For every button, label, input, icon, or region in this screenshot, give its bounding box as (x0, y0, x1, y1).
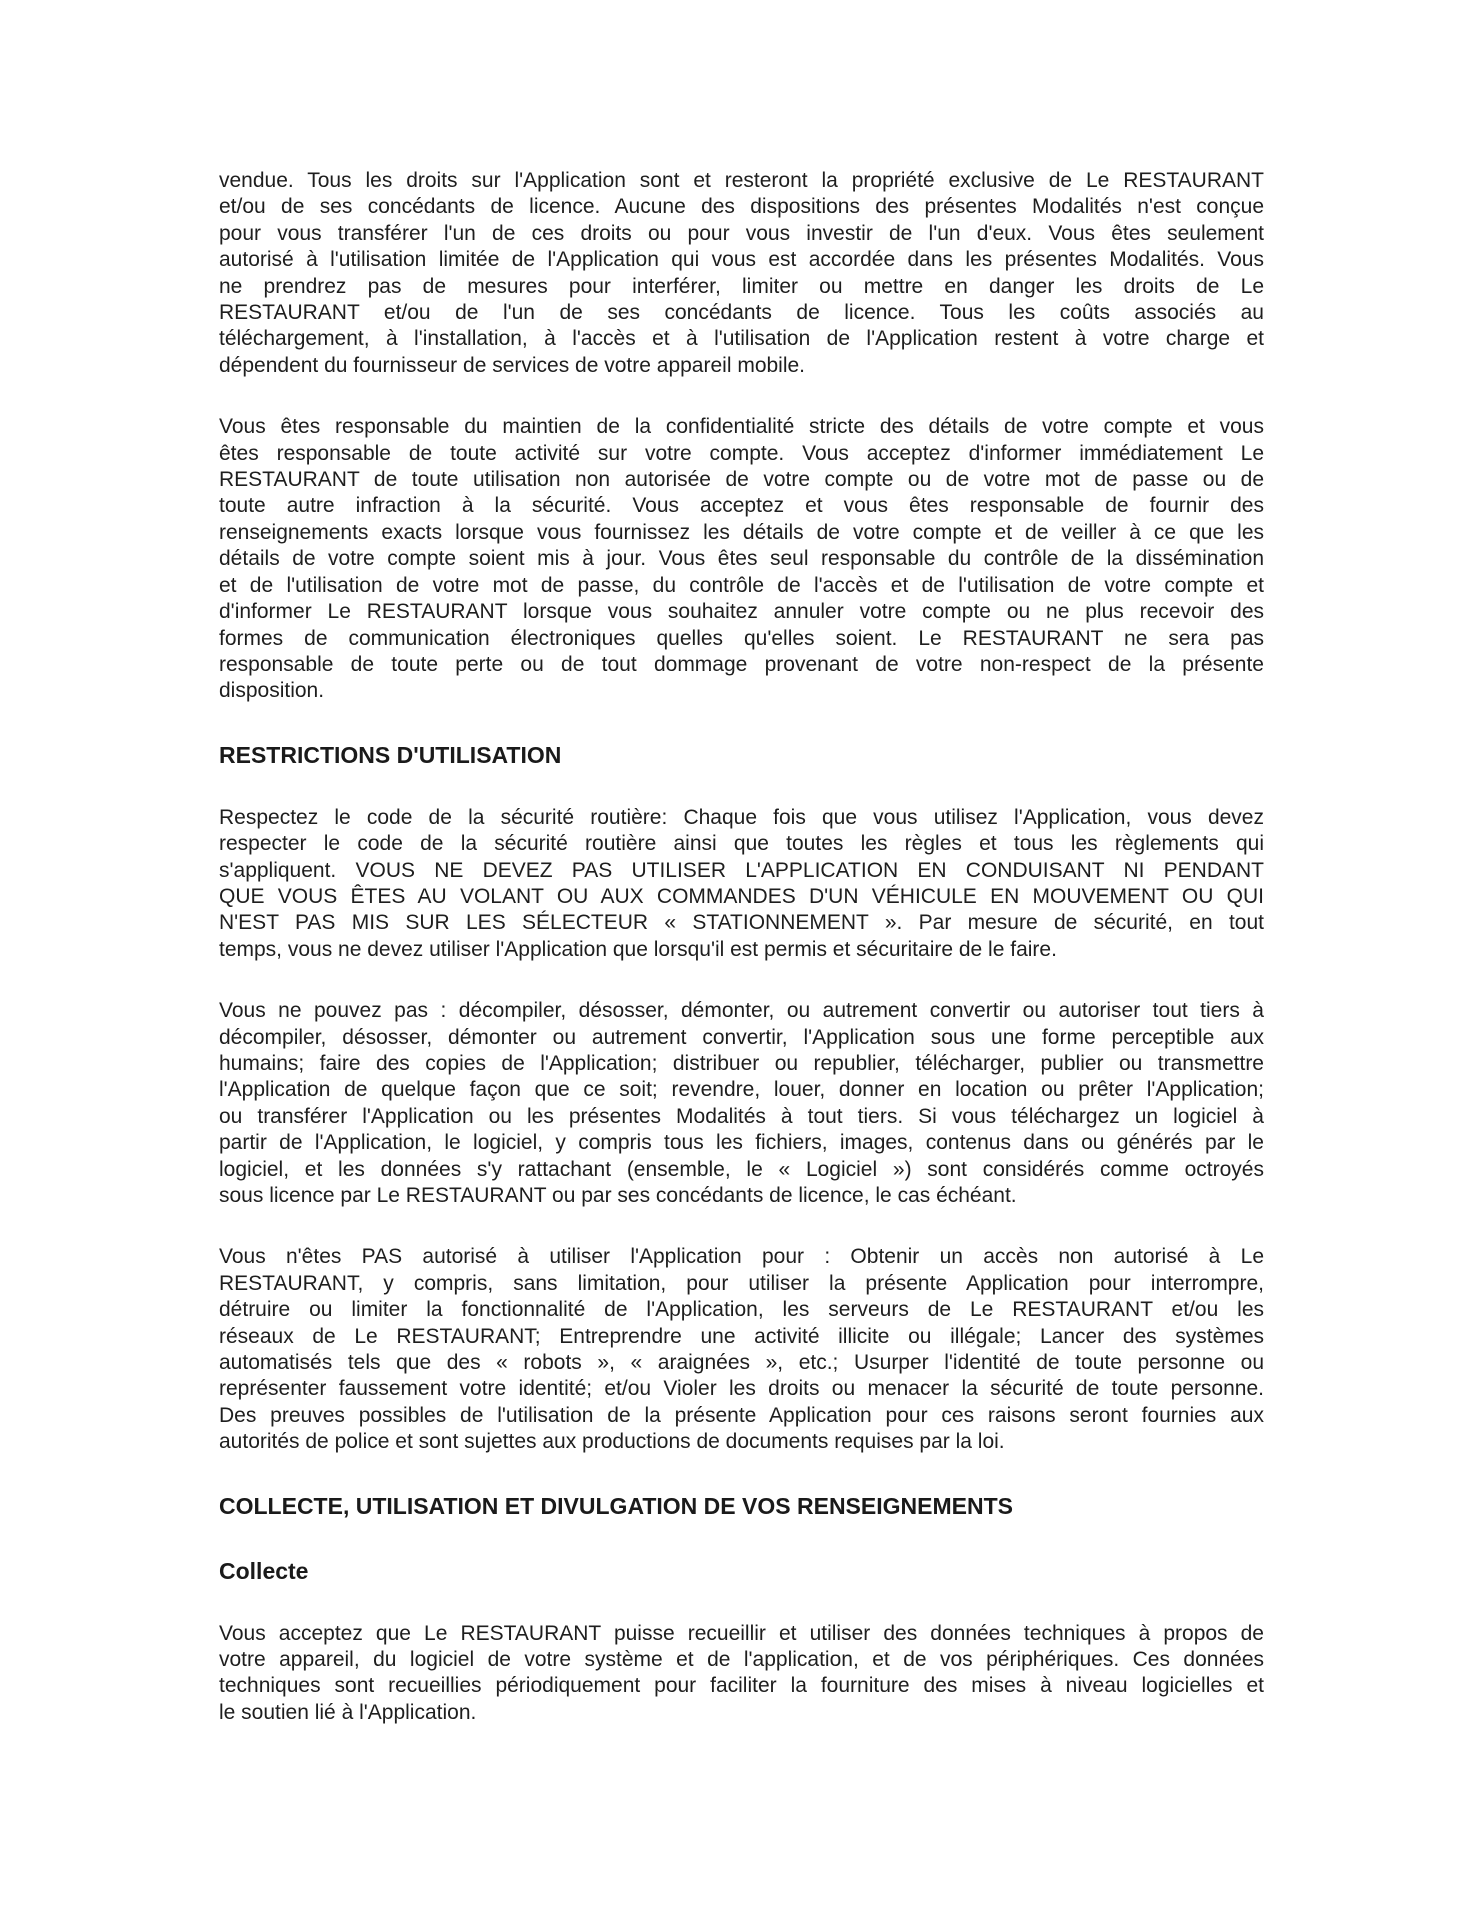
text-line: RESTAURANT et/ou de l'un de ses concédants de licence. Tous les coûts associés au (219, 301, 1264, 325)
section-heading: RESTRICTIONS D'UTILISATION (219, 741, 562, 768)
text-line: responsable de toute perte ou de tout dommage provenant de votre non-respect de la présente (219, 652, 1264, 676)
paragraph (219, 414, 1264, 704)
text-line: RESTAURANT de toute utilisation non autorisée de votre compte ou de votre mot de passe ou de (219, 468, 1264, 492)
text-line: Vous n'êtes PAS autorisé à utiliser l'Application pour : Obtenir un accès non autorisé à Le (219, 1245, 1264, 1269)
text-line: votre appareil, du logiciel de votre système et de l'application, et de vos périphériques. Ces données (219, 1648, 1264, 1672)
text-line: décompiler, désosser, démonter ou autrement convertir, l'Application sous une forme perceptible aux (219, 1025, 1264, 1049)
text-line: d'informer Le RESTAURANT lorsque vous souhaitez annuler votre compte ou ne plus recevoir des (219, 600, 1264, 624)
text-line: le soutien lié à l'Application. (219, 1700, 477, 1724)
text-line: Vous êtes responsable du maintien de la confidentialité stricte des détails de votre compte et vous (219, 415, 1264, 439)
text-line: partir de l'Application, le logiciel, y compris tous les fichiers, images, contenus dans ou générés par le (219, 1131, 1264, 1155)
text-line: détruire ou limiter la fonctionnalité de l'Application, les serveurs de Le RESTAURANT et/ou les (219, 1298, 1264, 1322)
text-column (219, 168, 1264, 1761)
text-line: temps, vous ne devez utiliser l'Application que lorsqu'il est permis et sécuritaire de le faire. (219, 937, 1057, 961)
paragraph (219, 1244, 1264, 1455)
paragraph (219, 805, 1264, 963)
text-line: renseignements exacts lorsque vous fournissez les détails de votre compte et de veiller à ce que les (219, 520, 1264, 544)
text-line: détails de votre compte soient mis à jour. Vous êtes seul responsable du contrôle de la dissémination (219, 547, 1264, 571)
text-line: Vous acceptez que Le RESTAURANT puisse recueillir et utiliser des données techniques à propos de (219, 1621, 1264, 1645)
text-line: N'EST PAS MIS SUR LES SÉLECTEUR « STATIONNEMENT ». Par mesure de sécurité, en tout (219, 911, 1264, 935)
text-line: Vous ne pouvez pas : décompiler, désosser, démonter, ou autrement convertir ou autoriser tout tiers à (219, 999, 1264, 1023)
text-line: sous licence par Le RESTAURANT ou par ses concédants de licence, le cas échéant. (219, 1184, 1017, 1207)
section-heading: COLLECTE, UTILISATION ET DIVULGATION DE VOS RENSEIGNEMENTS (219, 1492, 1013, 1519)
text-line: Des preuves possibles de l'utilisation de la présente Application pour ces raisons seront fournies aux (219, 1403, 1264, 1427)
text-line: respecter le code de la sécurité routière ainsi que toutes les règles et tous les règlements qui (219, 832, 1264, 856)
text-line: autorités de police et sont sujettes aux productions de documents requises par la loi. (219, 1430, 1005, 1454)
text-line: l'Application de quelque façon que ce soit; revendre, louer, donner en location ou prêter l'Application; (219, 1078, 1264, 1102)
paragraph (219, 998, 1264, 1209)
text-line: dépendent du fournisseur de services de votre appareil mobile. (219, 353, 806, 377)
text-line: représenter faussement votre identité; et/ou Violer les droits ou menacer la sécurité de toute personne. (219, 1377, 1264, 1401)
document-body (219, 168, 1264, 1726)
text-line: vendue. Tous les droits sur l'Application sont et resteront la propriété exclusive de Le RESTAURANT (219, 169, 1264, 192)
text-line: logiciel, et les données s'y rattachant (ensemble, le « Logiciel ») sont considérés comme octroyés (219, 1157, 1264, 1181)
text-line: RESTAURANT, y compris, sans limitation, pour utiliser la présente Application pour interrompre, (219, 1271, 1264, 1295)
text-line: s'appliquent. VOUS NE DEVEZ PAS UTILISER L'APPLICATION EN CONDUISANT NI PENDANT (219, 858, 1264, 882)
text-line: ne prendrez pas de mesures pour interférer, limiter ou mettre en danger les droits de Le (219, 274, 1264, 298)
paragraph (219, 168, 1264, 379)
text-line: et/ou de ses concédants de licence. Aucune des dispositions des présentes Modalités n'est conçue (219, 195, 1264, 219)
text-line: ou transférer l'Application ou les présentes Modalités à tout tiers. Si vous téléchargez un logiciel à (219, 1104, 1264, 1128)
text-line: êtes responsable de toute activité sur votre compte. Vous acceptez d'informer immédiatement Le (219, 441, 1264, 465)
text-line: formes de communication électroniques quelles qu'elles soient. Le RESTAURANT ne sera pas (219, 626, 1264, 650)
text-line: QUE VOUS ÊTES AU VOLANT OU AUX COMMANDES D'UN VÉHICULE EN MOUVEMENT OU QUI (219, 884, 1264, 908)
text-line: téléchargement, à l'installation, à l'accès et à l'utilisation de l'Application restent à votre charge et (219, 327, 1264, 351)
text-line: réseaux de Le RESTAURANT; Entreprendre une activité illicite ou illégale; Lancer des systèmes (219, 1324, 1264, 1348)
paragraph (219, 1621, 1264, 1727)
text-line: techniques sont recueillies périodiquement pour faciliter la fourniture des mises à niveau logicielles et (219, 1674, 1264, 1698)
text-line: pour vous transférer l'un de ces droits ou pour vous investir de l'un d'eux. Vous êtes seulement (219, 221, 1264, 245)
text-line: autorisé à l'utilisation limitée de l'Application qui vous est accordée dans les présentes Modalités. Vous (219, 248, 1264, 272)
text-line: Respectez le code de la sécurité routière: Chaque fois que vous utilisez l'Application, vous devez (219, 805, 1264, 829)
text-line: disposition. (219, 679, 325, 703)
text-line: toute autre infraction à la sécurité. Vous acceptez et vous êtes responsable de fournir des (219, 494, 1264, 518)
text-line: et de l'utilisation de votre mot de passe, du contrôle de l'accès et de l'utilisation de votre compte et (219, 573, 1264, 597)
sub-heading: Collecte (219, 1557, 309, 1584)
text-line: automatisés tels que des « robots », « araignées », etc.; Usurper l'identité de toute personne ou (219, 1351, 1264, 1375)
text-line: humains; faire des copies de l'Application; distribuer ou republier, télécharger, publier ou transmettre (219, 1051, 1264, 1075)
